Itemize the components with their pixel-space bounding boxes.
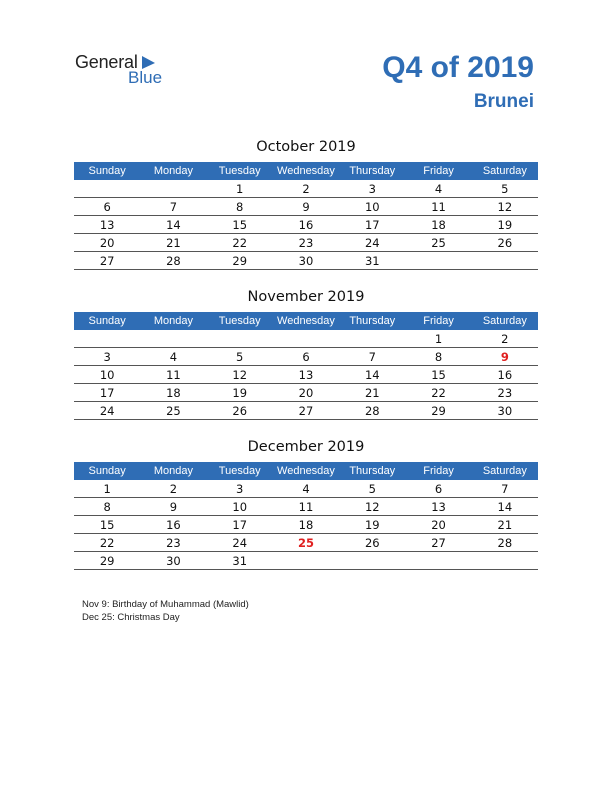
weekday-header: Thursday <box>339 312 405 330</box>
day-cell: 27 <box>405 534 471 552</box>
holiday-notes <box>82 598 249 624</box>
day-cell: 4 <box>405 180 471 198</box>
day-cell: 4 <box>140 348 206 366</box>
day-cell: 5 <box>207 348 273 366</box>
day-cell: 31 <box>207 552 273 570</box>
day-cell <box>140 330 206 348</box>
week-row <box>74 498 538 516</box>
day-cell <box>339 552 405 570</box>
day-cell: 1 <box>74 480 140 498</box>
day-cell: 29 <box>207 252 273 270</box>
month-november <box>74 287 538 420</box>
day-cell: 9 <box>140 498 206 516</box>
week-row <box>74 384 538 402</box>
calendar-table <box>74 162 538 270</box>
country-name: Brunei <box>473 91 534 112</box>
weekday-header: Friday <box>405 162 471 180</box>
day-cell: 26 <box>339 534 405 552</box>
day-cell <box>405 252 471 270</box>
day-cell: 30 <box>140 552 206 570</box>
calendar-table <box>74 462 538 570</box>
day-cell: 7 <box>339 348 405 366</box>
day-cell: 27 <box>273 402 339 420</box>
day-cell: 17 <box>339 216 405 234</box>
day-cell: 2 <box>273 180 339 198</box>
day-cell: 30 <box>472 402 538 420</box>
day-cell <box>472 552 538 570</box>
day-cell: 21 <box>339 384 405 402</box>
day-cell: 12 <box>472 198 538 216</box>
day-cell: 25 <box>140 402 206 420</box>
day-cell: 20 <box>74 234 140 252</box>
day-cell: 19 <box>472 216 538 234</box>
weekday-header: Wednesday <box>273 312 339 330</box>
day-cell: 8 <box>207 198 273 216</box>
weekday-header: Thursday <box>339 462 405 480</box>
day-cell: 22 <box>405 384 471 402</box>
day-cell: 7 <box>472 480 538 498</box>
holiday-note: Nov 9: Birthday of Muhammad (Mawlid) <box>82 599 249 610</box>
day-cell: 23 <box>140 534 206 552</box>
brand-general: General <box>75 52 138 72</box>
weekday-header: Thursday <box>339 162 405 180</box>
day-cell: 7 <box>140 198 206 216</box>
day-cell: 18 <box>405 216 471 234</box>
day-cell: 1 <box>207 180 273 198</box>
day-cell: 24 <box>207 534 273 552</box>
weekday-header: Sunday <box>74 312 140 330</box>
day-cell: 11 <box>405 198 471 216</box>
week-row <box>74 348 538 366</box>
week-row <box>74 534 538 552</box>
day-cell: 15 <box>74 516 140 534</box>
day-cell: 10 <box>74 366 140 384</box>
day-cell: 28 <box>472 534 538 552</box>
day-cell: 23 <box>273 234 339 252</box>
day-cell: 14 <box>339 366 405 384</box>
weekday-header-row <box>74 312 538 330</box>
day-cell: 3 <box>207 480 273 498</box>
day-cell: 13 <box>273 366 339 384</box>
month-title: December 2019 <box>247 439 365 455</box>
day-cell: 16 <box>140 516 206 534</box>
day-cell <box>74 180 140 198</box>
day-cell: 22 <box>74 534 140 552</box>
day-cell: 19 <box>207 384 273 402</box>
day-cell: 13 <box>405 498 471 516</box>
day-cell <box>273 330 339 348</box>
day-cell: 8 <box>405 348 471 366</box>
day-cell: 30 <box>273 252 339 270</box>
weekday-header: Tuesday <box>207 462 273 480</box>
day-cell <box>405 552 471 570</box>
week-row <box>74 480 538 498</box>
day-cell: 3 <box>74 348 140 366</box>
holiday-note: Dec 25: Christmas Day <box>82 612 180 623</box>
day-cell <box>207 330 273 348</box>
weekday-header: Sunday <box>74 462 140 480</box>
day-cell: 17 <box>207 516 273 534</box>
day-cell: 18 <box>140 384 206 402</box>
week-row <box>74 216 538 234</box>
brand-logo <box>75 52 185 88</box>
day-cell: 1 <box>405 330 471 348</box>
day-cell <box>339 330 405 348</box>
day-cell: 16 <box>472 366 538 384</box>
weekday-header: Friday <box>405 462 471 480</box>
day-cell: 29 <box>74 552 140 570</box>
day-cell: 31 <box>339 252 405 270</box>
day-cell: 6 <box>273 348 339 366</box>
week-row <box>74 234 538 252</box>
day-cell: 10 <box>207 498 273 516</box>
day-cell: 29 <box>405 402 471 420</box>
day-cell: 16 <box>273 216 339 234</box>
weekday-header: Wednesday <box>273 162 339 180</box>
day-cell <box>140 180 206 198</box>
day-cell: 2 <box>472 330 538 348</box>
month-title: November 2019 <box>247 289 365 305</box>
day-cell: 15 <box>405 366 471 384</box>
day-cell: 6 <box>405 480 471 498</box>
holiday-day-cell: 9 <box>472 348 538 366</box>
weekday-header: Wednesday <box>273 462 339 480</box>
weekday-header: Monday <box>140 162 206 180</box>
day-cell: 28 <box>339 402 405 420</box>
day-cell: 2 <box>140 480 206 498</box>
weekday-header: Tuesday <box>207 312 273 330</box>
day-cell: 20 <box>405 516 471 534</box>
day-cell: 11 <box>140 366 206 384</box>
week-row <box>74 366 538 384</box>
day-cell: 17 <box>74 384 140 402</box>
week-row <box>74 330 538 348</box>
day-cell: 15 <box>207 216 273 234</box>
calendar-table <box>74 312 538 420</box>
day-cell: 9 <box>273 198 339 216</box>
weekday-header: Tuesday <box>207 162 273 180</box>
day-cell: 12 <box>339 498 405 516</box>
page-title: Q4 of 2019 <box>382 51 534 84</box>
week-row <box>74 180 538 198</box>
week-row <box>74 552 538 570</box>
month-october <box>74 137 538 270</box>
weekday-header: Saturday <box>472 162 538 180</box>
day-cell: 19 <box>339 516 405 534</box>
day-cell <box>472 252 538 270</box>
day-cell <box>74 330 140 348</box>
day-cell: 5 <box>472 180 538 198</box>
day-cell: 18 <box>273 516 339 534</box>
week-row <box>74 402 538 420</box>
day-cell: 12 <box>207 366 273 384</box>
day-cell: 6 <box>74 198 140 216</box>
weekday-header: Sunday <box>74 162 140 180</box>
weekday-header: Friday <box>405 312 471 330</box>
month-title: October 2019 <box>256 139 356 155</box>
day-cell: 24 <box>339 234 405 252</box>
day-cell: 26 <box>472 234 538 252</box>
day-cell: 21 <box>140 234 206 252</box>
day-cell: 20 <box>273 384 339 402</box>
day-cell: 23 <box>472 384 538 402</box>
day-cell: 13 <box>74 216 140 234</box>
day-cell: 21 <box>472 516 538 534</box>
day-cell: 11 <box>273 498 339 516</box>
brand-blue: Blue <box>128 68 163 87</box>
weekday-header: Saturday <box>472 462 538 480</box>
day-cell: 14 <box>140 216 206 234</box>
holiday-day-cell: 25 <box>273 534 339 552</box>
week-row <box>74 198 538 216</box>
day-cell: 24 <box>74 402 140 420</box>
day-cell: 27 <box>74 252 140 270</box>
day-cell: 28 <box>140 252 206 270</box>
weekday-header: Saturday <box>472 312 538 330</box>
week-row <box>74 516 538 534</box>
day-cell: 3 <box>339 180 405 198</box>
day-cell: 4 <box>273 480 339 498</box>
day-cell: 25 <box>405 234 471 252</box>
weekday-header-row <box>74 462 538 480</box>
month-december <box>74 437 538 570</box>
day-cell: 10 <box>339 198 405 216</box>
day-cell: 5 <box>339 480 405 498</box>
day-cell: 14 <box>472 498 538 516</box>
weekday-header-row <box>74 162 538 180</box>
day-cell: 26 <box>207 402 273 420</box>
day-cell: 8 <box>74 498 140 516</box>
day-cell: 22 <box>207 234 273 252</box>
weekday-header: Monday <box>140 312 206 330</box>
day-cell <box>273 552 339 570</box>
weekday-header: Monday <box>140 462 206 480</box>
week-row <box>74 252 538 270</box>
